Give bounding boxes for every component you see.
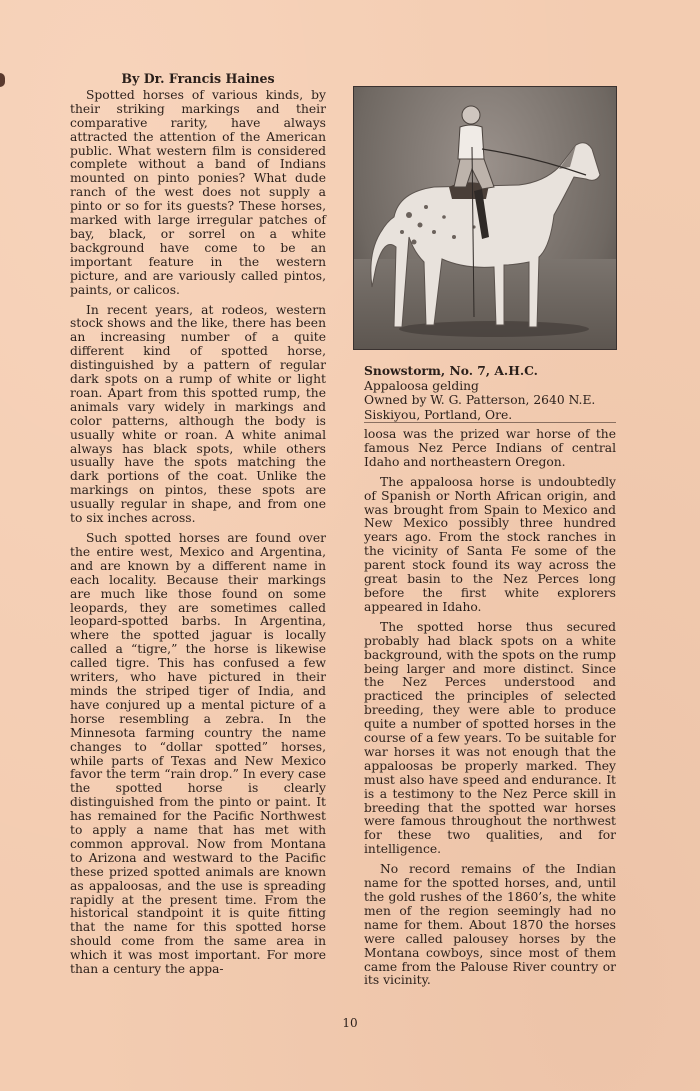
paragraph-6: The spotted horse thus secured probably had black spots on a white background, with the spots on the rump being larger and more distinct. Since the Nez Perces understood and practiced the principles of selected breeding, they were able to produce quite a number of spotted horses in the course of a few years. To be suitable for war horses it was not enough that the appaloosas be properly marked. They must also have speed and endurance. It is a testimony to the Nez Perce skill in breeding that the spotted war horses were famous throughout the northwest for these two qualities, and for intelligence. bbox=[364, 619, 616, 857]
caption-title: Snowstorm, No. 7, A.H.C. bbox=[364, 363, 538, 378]
caption-line-4: Siskiyou, Portland, Ore. bbox=[364, 407, 513, 422]
photo-caption bbox=[364, 364, 624, 422]
left-column bbox=[70, 72, 326, 983]
right-column bbox=[364, 428, 616, 994]
paragraph-5: The appaloosa horse is undoubtedly of Spanish or North African origin, and was brought from Spain to Mexico and New Mexico possibly three hundred years ago. From the stock ranches in the vicinity of Santa Fe some of the parent stock found its way across the great basin to the Nez Perces long before the first white explorers appeared in Idaho. bbox=[364, 474, 616, 614]
caption-divider bbox=[364, 422, 616, 423]
paragraph-2: In recent years, at rodeos, western stock shows and the like, there has been an increasing number of a quite different kind of spotted horse, distinguished by a pattern of regular dark spots on a rump of white or light roan. Apart from this spotted rump, the animals vary widely in markings and color patterns, although the body is usually white or roan. A white animal always has black spots, while others usually have the spots matching the dark portions of the coat. Unlike the markings on pintos, these spots are usually regular in shape, and from one to six inches across. bbox=[70, 302, 326, 526]
horse-rider-figure bbox=[354, 87, 616, 349]
horse-photo bbox=[353, 86, 617, 350]
paragraph-7: No record remains of the Indian name for the spotted horses, and, until the gold rushes of the 1860’s, the white men of the region seemingly had no name for them. About 1870 the horses were called palousey horses by the Montana cowboys, since most of them came from the Palouse River country or its vicinity. bbox=[364, 862, 616, 988]
caption-line-2: Appaloosa gelding bbox=[364, 378, 479, 393]
paragraph-3: Such spotted horses are found over the entire west, Mexico and Argentina, and are known by a different name in each locality. Because their markings are much like those found on some leopards, they are sometimes called leopard-spotted barbs. In Argentina, where the spotted jaguar is locally called a “tigre,” the horse is likewise called tigre. This has confused a few writers, who have pictured in their minds the striped tiger of India, and have conjured up a mental picture of a horse resembling a zebra. In the Minnesota farming country the name changes to “dollar spotted” horses, while parts of Texas and New Mexico favor the term “rain drop.” In every case the spotted horse is clearly distinguished from the pinto or paint. It has remained for the Pacific Northwest to apply a name that has met with common approval. Now from Montana to Arizona and westward to the Pacific these prized spotted animals are known as appaloosas, and the use is spreading rapidly at the present time. From the historical standpoint it is quite fitting that the name for this spotted horse should come from the same area in which it was most important. For more than a century the appa- bbox=[70, 531, 326, 977]
paragraph-1: Spotted horses of various kinds, by their striking markings and their comparative rarity, have always attracted the attention of the American public. What western film is considered complete without a band of Indians mounted on pinto ponies? What dude ranch of the west does not supply a pinto or so for its guests? These horses, marked with large irregular patches of bay, black, or sorrel on a white background have come to be an important feature in the western picture, and are variously called pintos, paints, or calicos. bbox=[70, 87, 326, 297]
paragraph-4: loosa was the prized war horse of the famous Nez Perce Indians of central Idaho and northeastern Oregon. bbox=[364, 427, 616, 469]
page-number: 10 bbox=[342, 1016, 358, 1030]
binding-hole bbox=[0, 73, 5, 87]
caption-line-3: Owned by W. G. Patterson, 2640 N.E. bbox=[364, 393, 596, 408]
byline: By Dr. Francis Haines bbox=[121, 71, 275, 86]
